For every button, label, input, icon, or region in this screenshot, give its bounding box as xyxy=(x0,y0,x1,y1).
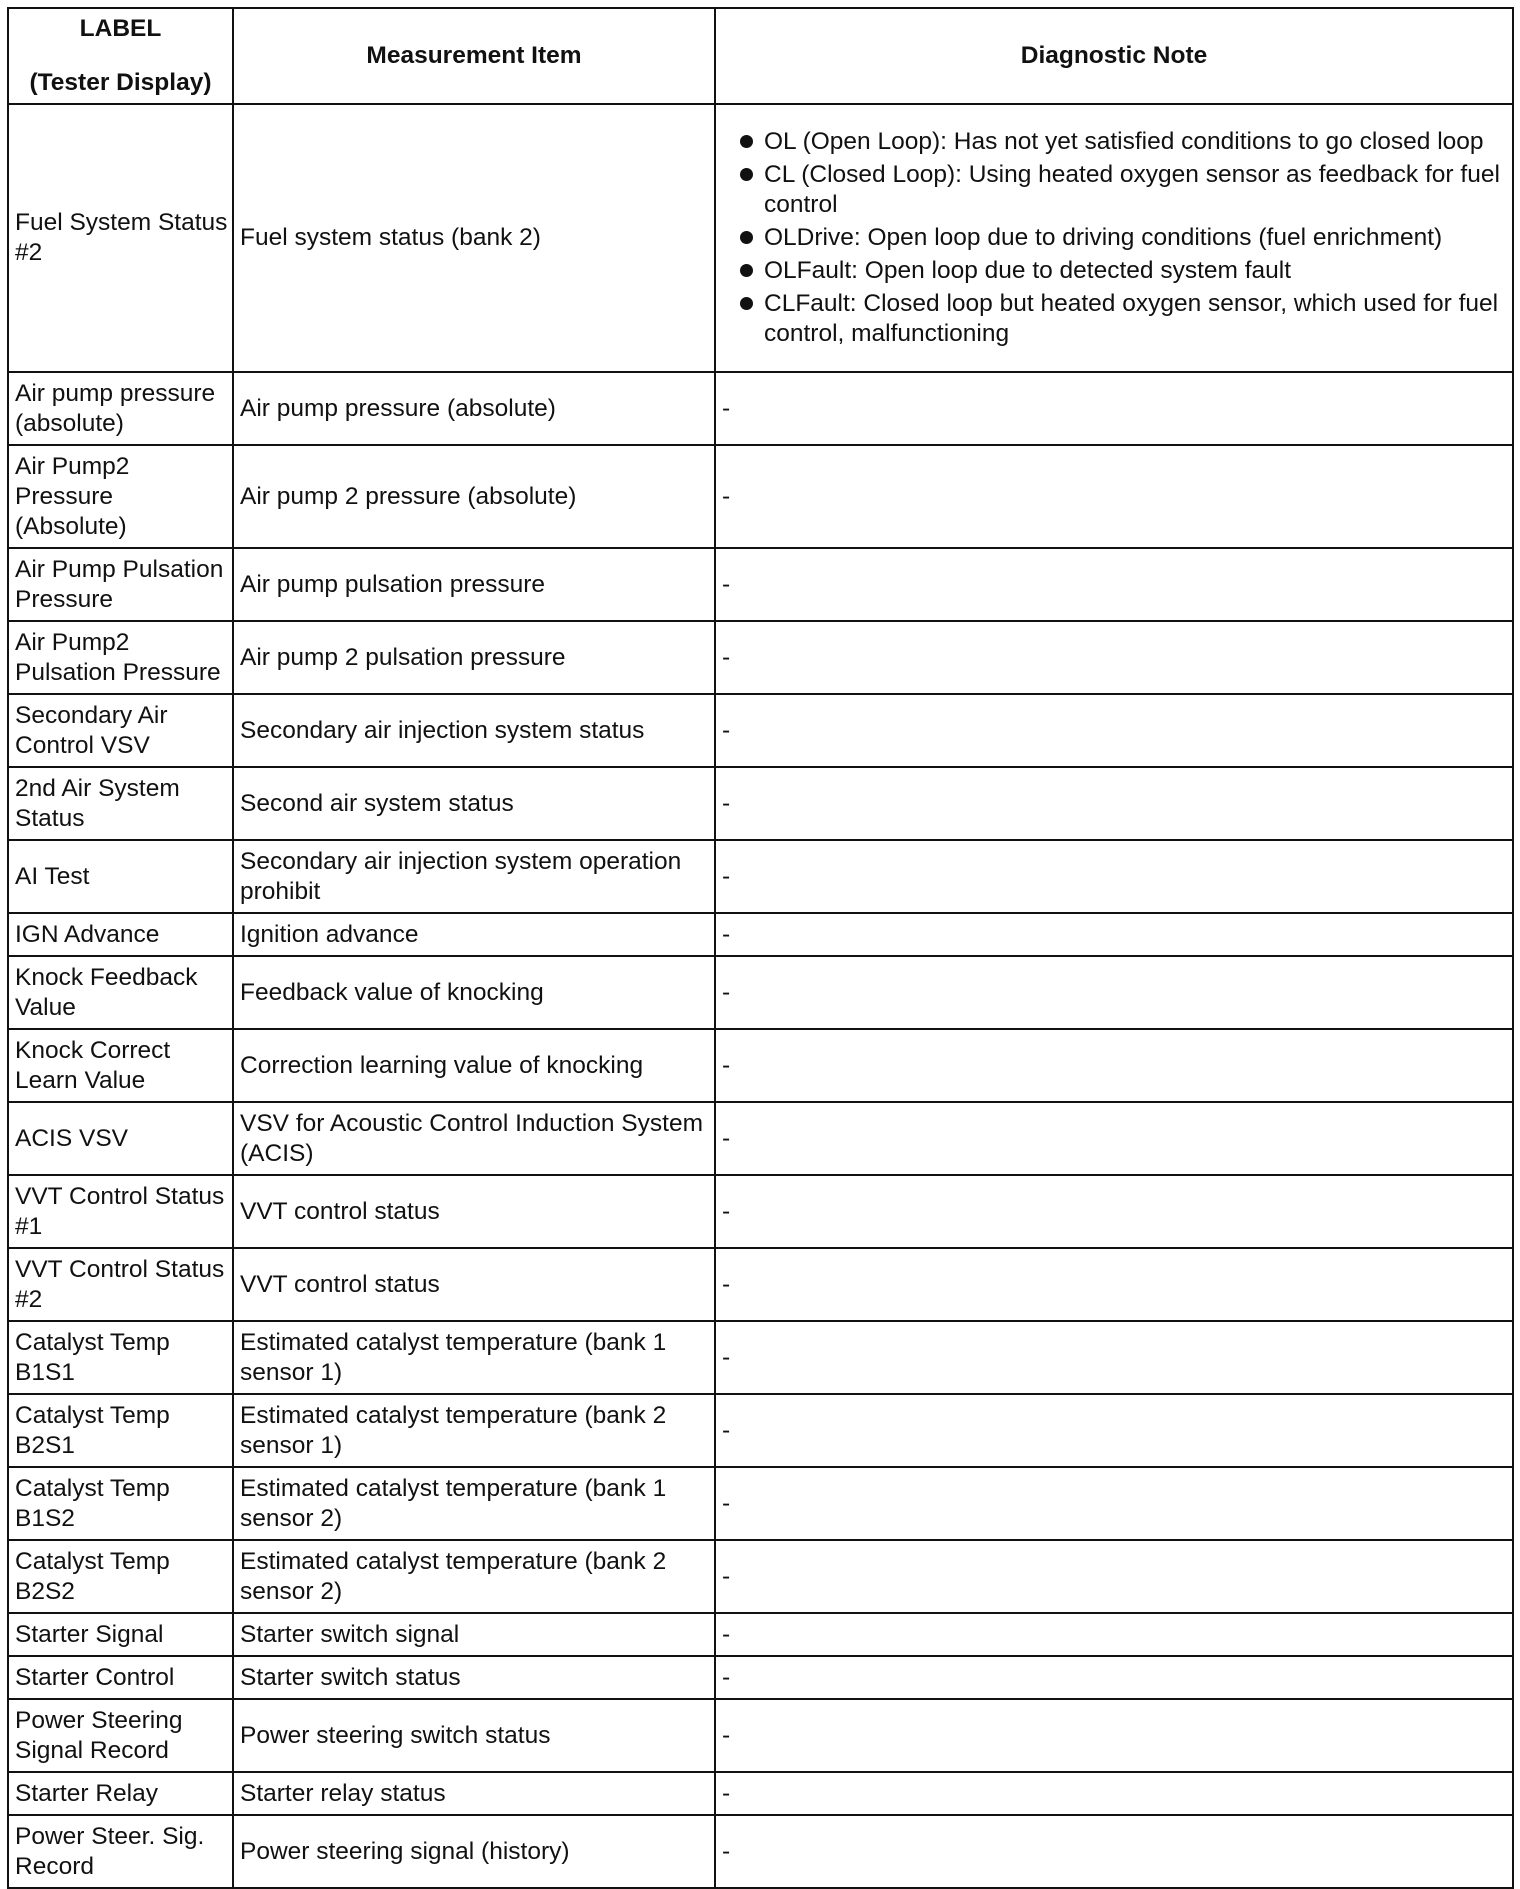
header-measurement: Measurement Item xyxy=(233,8,715,104)
note-cell: - xyxy=(715,621,1513,694)
note-cell: - xyxy=(715,956,1513,1029)
note-text: OLFault: Open loop due to detected system fault xyxy=(764,257,1292,284)
note-text: CL (Closed Loop): Using heated oxygen sensor as feedback for fuel control xyxy=(764,161,1500,218)
header-label-line1: LABEL xyxy=(79,15,162,42)
data-list-table xyxy=(7,7,1514,1889)
label-cell: Air Pump2 Pulsation Pressure xyxy=(8,621,233,694)
table-row xyxy=(8,767,1513,840)
label-cell: Starter Control xyxy=(8,1656,233,1699)
table-row xyxy=(8,956,1513,1029)
note-cell: - xyxy=(715,1321,1513,1394)
table-row xyxy=(8,1248,1513,1321)
note-cell: - xyxy=(715,1699,1513,1772)
note-item xyxy=(722,160,1508,220)
label-cell: Power Steering Signal Record xyxy=(8,1699,233,1772)
table-row xyxy=(8,1699,1513,1772)
measurement-cell: Air pump pulsation pressure xyxy=(233,548,715,621)
table-row xyxy=(8,1815,1513,1888)
measurement-cell: Estimated catalyst temperature (bank 2 sensor 1) xyxy=(233,1394,715,1467)
measurement-cell: Air pump 2 pulsation pressure xyxy=(233,621,715,694)
label-cell: Air Pump Pulsation Pressure xyxy=(8,548,233,621)
label-cell: ACIS VSV xyxy=(8,1102,233,1175)
table-body xyxy=(8,104,1513,1888)
bullet-icon xyxy=(740,297,753,310)
table-row xyxy=(8,1772,1513,1815)
table-row xyxy=(8,913,1513,956)
table-row xyxy=(8,1102,1513,1175)
table-row xyxy=(8,1540,1513,1613)
header-row xyxy=(8,8,1513,104)
table-row xyxy=(8,1467,1513,1540)
label-cell: Knock Feedback Value xyxy=(8,956,233,1029)
label-cell: Catalyst Temp B2S2 xyxy=(8,1540,233,1613)
note-cell: - xyxy=(715,1540,1513,1613)
measurement-cell: Second air system status xyxy=(233,767,715,840)
note-cell: - xyxy=(715,840,1513,913)
measurement-cell: Secondary air injection system operation prohibit xyxy=(233,840,715,913)
note-cell: - xyxy=(715,1248,1513,1321)
note-cell: - xyxy=(715,1029,1513,1102)
label-cell: Air Pump2 Pressure (Absolute) xyxy=(8,445,233,548)
label-cell: AI Test xyxy=(8,840,233,913)
bullet-icon xyxy=(740,264,753,277)
table-row xyxy=(8,1175,1513,1248)
measurement-cell: Secondary air injection system status xyxy=(233,694,715,767)
measurement-cell: Power steering switch status xyxy=(233,1699,715,1772)
label-cell: IGN Advance xyxy=(8,913,233,956)
note-cell: - xyxy=(715,1102,1513,1175)
note-item xyxy=(722,223,1508,253)
table-row xyxy=(8,1394,1513,1467)
label-cell: Catalyst Temp B1S1 xyxy=(8,1321,233,1394)
measurement-cell: VSV for Acoustic Control Induction System (ACIS) xyxy=(233,1102,715,1175)
note-cell: - xyxy=(715,548,1513,621)
table-row xyxy=(8,445,1513,548)
note-cell: - xyxy=(715,767,1513,840)
note-item xyxy=(722,289,1508,349)
bullet-icon xyxy=(740,135,753,148)
label-cell: Catalyst Temp B1S2 xyxy=(8,1467,233,1540)
label-cell: Power Steer. Sig. Record xyxy=(8,1815,233,1888)
label-cell: Knock Correct Learn Value xyxy=(8,1029,233,1102)
note-cell: - xyxy=(715,1613,1513,1656)
measurement-cell: Estimated catalyst temperature (bank 2 sensor 2) xyxy=(233,1540,715,1613)
table-row xyxy=(8,104,1513,372)
table-row xyxy=(8,1029,1513,1102)
note-item xyxy=(722,127,1508,157)
note-cell xyxy=(715,104,1513,372)
label-cell: Starter Relay xyxy=(8,1772,233,1815)
note-cell: - xyxy=(715,1656,1513,1699)
measurement-cell: Starter switch status xyxy=(233,1656,715,1699)
label-cell: VVT Control Status #1 xyxy=(8,1175,233,1248)
measurement-cell: VVT control status xyxy=(233,1175,715,1248)
note-cell: - xyxy=(715,1467,1513,1540)
note-text: OLDrive: Open loop due to driving conditions (fuel enrichment) xyxy=(764,224,1443,251)
table-row xyxy=(8,1613,1513,1656)
label-cell: Air pump pressure (absolute) xyxy=(8,372,233,445)
bullet-icon xyxy=(740,231,753,244)
measurement-cell: Air pump pressure (absolute) xyxy=(233,372,715,445)
note-cell: - xyxy=(715,1394,1513,1467)
label-cell: Catalyst Temp B2S1 xyxy=(8,1394,233,1467)
table-row xyxy=(8,694,1513,767)
note-item xyxy=(722,256,1508,286)
note-cell: - xyxy=(715,1815,1513,1888)
header-note: Diagnostic Note xyxy=(715,8,1513,104)
measurement-cell: Starter switch signal xyxy=(233,1613,715,1656)
header-label xyxy=(8,8,233,104)
table-header xyxy=(8,8,1513,104)
measurement-cell: Correction learning value of knocking xyxy=(233,1029,715,1102)
label-cell: 2nd Air System Status xyxy=(8,767,233,840)
table-row xyxy=(8,1656,1513,1699)
table-row xyxy=(8,621,1513,694)
label-cell: Fuel System Status #2 xyxy=(8,104,233,372)
note-text: CLFault: Closed loop but heated oxygen sensor, which used for fuel control, malfunctioning xyxy=(764,290,1499,347)
measurement-cell: Estimated catalyst temperature (bank 1 sensor 2) xyxy=(233,1467,715,1540)
label-cell: VVT Control Status #2 xyxy=(8,1248,233,1321)
note-cell: - xyxy=(715,1772,1513,1815)
note-text: OL (Open Loop): Has not yet satisfied conditions to go closed loop xyxy=(764,128,1484,155)
table-row xyxy=(8,1321,1513,1394)
bullet-icon xyxy=(740,168,753,181)
label-cell: Secondary Air Control VSV xyxy=(8,694,233,767)
note-cell: - xyxy=(715,694,1513,767)
note-list xyxy=(722,127,1508,349)
measurement-cell: Feedback value of knocking xyxy=(233,956,715,1029)
table-row xyxy=(8,548,1513,621)
measurement-cell: Estimated catalyst temperature (bank 1 sensor 1) xyxy=(233,1321,715,1394)
note-cell: - xyxy=(715,1175,1513,1248)
note-cell: - xyxy=(715,913,1513,956)
note-cell: - xyxy=(715,445,1513,548)
label-cell: Starter Signal xyxy=(8,1613,233,1656)
table-row xyxy=(8,840,1513,913)
note-cell: - xyxy=(715,372,1513,445)
measurement-cell: VVT control status xyxy=(233,1248,715,1321)
table-row xyxy=(8,372,1513,445)
measurement-cell: Starter relay status xyxy=(233,1772,715,1815)
measurement-cell: Power steering signal (history) xyxy=(233,1815,715,1888)
measurement-cell: Air pump 2 pressure (absolute) xyxy=(233,445,715,548)
measurement-cell: Fuel system status (bank 2) xyxy=(233,104,715,372)
header-label-line2: (Tester Display) xyxy=(29,69,212,96)
measurement-cell: Ignition advance xyxy=(233,913,715,956)
